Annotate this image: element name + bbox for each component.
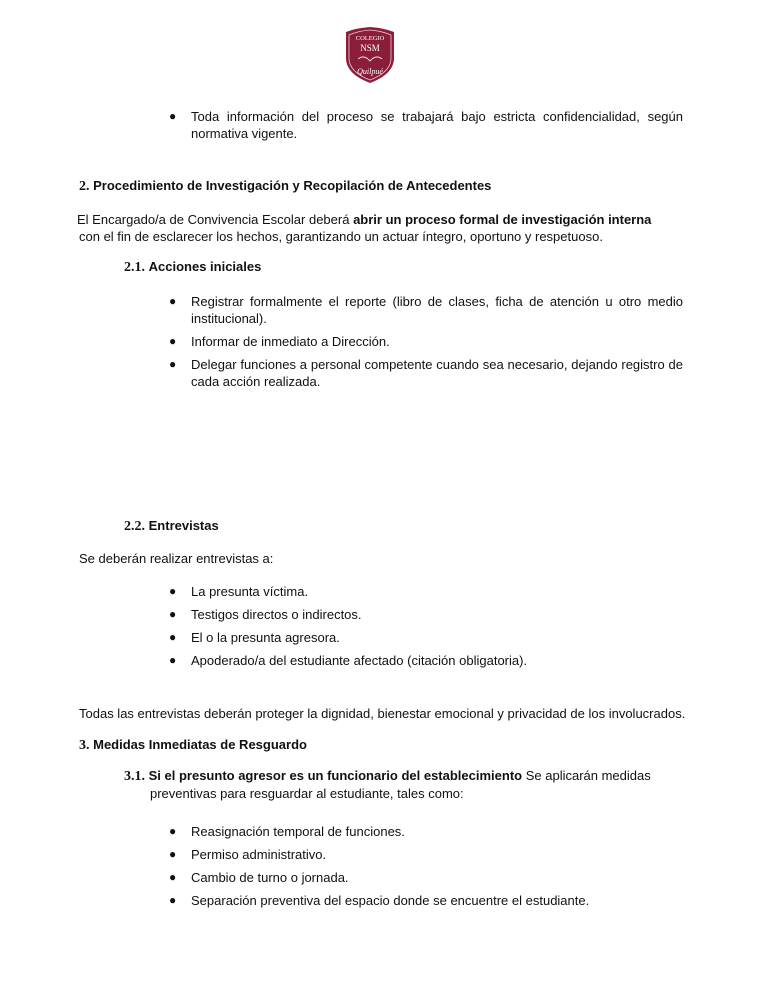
list-item: ● El o la presunta agresora.	[169, 630, 340, 645]
section-2-heading: 2. Procedimiento de Investigación y Recopilación de Antecedentes	[79, 178, 492, 194]
bullet-icon: ●	[169, 607, 177, 621]
list-item: ● Permiso administrativo.	[169, 847, 327, 862]
subsection-3-1-bullets	[169, 823, 683, 909]
bullet-icon: ●	[169, 357, 177, 371]
list-item: ● Delegar funciones a personal competente cuando sea necesario, dejando registro de cada acción realizada.	[169, 357, 683, 389]
bullet-icon: ●	[169, 870, 177, 884]
subsection-2-2-intro: Se deberán realizar entrevistas a:	[79, 551, 274, 566]
svg-text:NSM: NSM	[360, 43, 380, 53]
school-crest-icon	[342, 26, 398, 84]
bullet-icon: ●	[169, 334, 177, 348]
list-item: ● Separación preventiva del espacio donde se encuentre el estudiante.	[169, 893, 590, 908]
svg-text:COLEGIO: COLEGIO	[355, 35, 385, 42]
section-2-paragraph: El Encargado/a de Convivencia Escolar deberá abrir un proceso formal de investigación interna con el fin de esclarecer los hechos, garantizando un actuar íntegro, oportuno y respetuoso.	[77, 212, 652, 244]
intro-bullet-list	[169, 108, 683, 142]
subsection-2-2-bullets	[169, 583, 683, 669]
bullet-icon: ●	[169, 824, 177, 838]
list-item: ● La presunta víctima.	[169, 584, 309, 599]
subsection-2-2-heading: 2.2. Entrevistas	[124, 518, 219, 534]
subsection-2-1-heading: 2.1. Acciones iniciales	[124, 259, 262, 275]
subsection-2-2-closing: Todas las entrevistas deberán proteger la dignidad, bienestar emocional y privacidad de los involucrados.	[79, 706, 686, 721]
school-logo	[342, 26, 398, 84]
section-3-heading: 3. Medidas Inmediatas de Resguardo	[79, 737, 307, 753]
subsection-2-1-bullets	[169, 293, 683, 390]
bullet-icon: ●	[169, 847, 177, 861]
subsection-3-1-heading: 3.1. Si el presunto agresor es un funcionario del establecimiento Se aplicarán medidas preventivas para resguardar al estudiante, tales como:	[124, 768, 651, 801]
bullet-icon: ●	[169, 584, 177, 598]
bullet-icon: ●	[169, 893, 177, 907]
list-item: ● Apoderado/a del estudiante afectado (citación obligatoria).	[169, 653, 528, 668]
list-item: ● Cambio de turno o jornada.	[169, 870, 349, 885]
bullet-icon: ●	[169, 653, 177, 667]
list-item: ● Informar de inmediato a Dirección.	[169, 334, 390, 349]
list-item: ● Registrar formalmente el reporte (libro de clases, ficha de atención u otro medio institucional).	[169, 294, 683, 326]
bullet-icon: ●	[169, 294, 177, 308]
svg-text:Quilpué: Quilpué	[357, 67, 383, 76]
list-item: ● Reasignación temporal de funciones.	[169, 824, 405, 839]
bullet-icon: ●	[169, 109, 177, 123]
list-item: ● Toda información del proceso se trabajará bajo estricta confidencialidad, según normativa vigente.	[169, 109, 683, 141]
list-item: ● Testigos directos o indirectos.	[169, 607, 362, 622]
bullet-icon: ●	[169, 630, 177, 644]
